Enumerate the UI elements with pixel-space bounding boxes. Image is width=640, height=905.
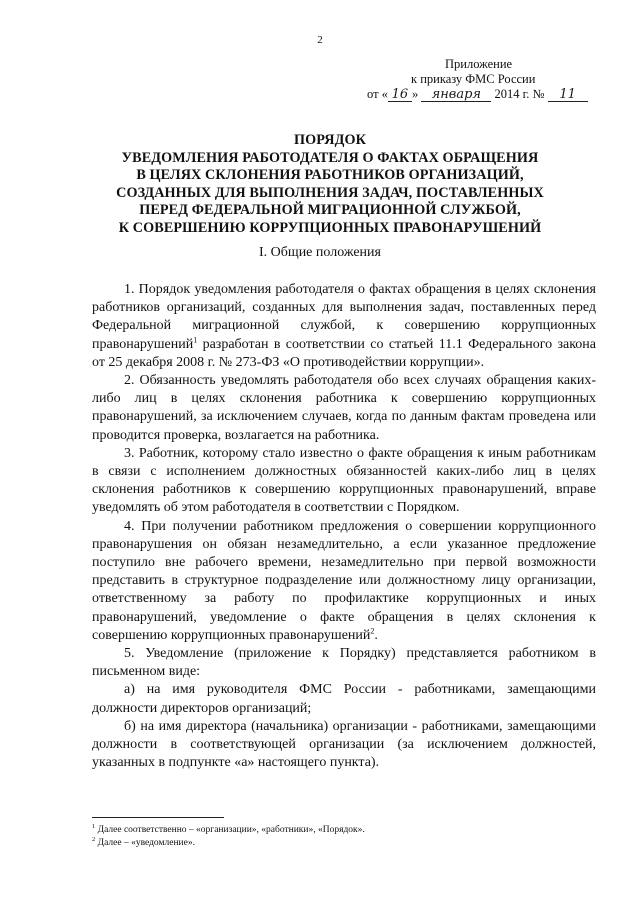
footnote-ref-1: 1 [193,334,198,344]
paragraph-3: 3. Работник, которому стало известно о факте обращения к иным работникам в связи с исполнением должностных обязанностей каких-либо лиц в целях склонения работников к совершению коррупционных правонарушений, вправе уведомлять об этом работодателя в соответствии с Порядком. [92,445,596,516]
section-heading: I. Общие положения [259,245,381,260]
paragraph-1-text-b: разработан в соответствии со статьей 11.1 Федерального закона от 25 декабря 2008 г. № 273-ФЗ «О противодействии коррупции». [92,336,596,370]
footnotes [92,824,592,850]
footnote-1-text: Далее соответственно – «организации», «работники», «Порядок». [95,825,365,835]
appendix-label: Приложение [445,57,513,71]
paragraph-1-text-a: 1. Порядок уведомления работодателя о фактах обращения в целях склонения работников организаций, созданных для выполнения задач, поставленных перед Федеральной миграционной службой, к совершению коррупционных правонарушений [92,282,596,352]
handwritten-month: января [421,88,491,102]
title-line-6: К СОВЕРШЕНИЮ КОРРУПЦИОННЫХ ПРАВОНАРУШЕНИЙ [118,219,542,236]
title-line-4: СОЗДАННЫХ ДЛЯ ВЫПОЛНЕНИЯ ЗАДАЧ, ПОСТАВЛЕННЫХ [116,184,544,201]
date-mid: » [411,87,419,101]
appendix-block [367,57,585,102]
document-body [92,281,596,772]
paragraph-4-text-b: . [374,627,378,643]
footnote-2-text: Далее – «уведомление». [95,838,195,848]
paragraph-4-text-a: 4. При получении работником предложения о совершении коррупционного правонарушения он обязан незамедлительно, а если указанное предложение поступило вне рабочего времени, незамедлительно при первой возможности представить в структурное подразделение или должностному лицу организации, ответственному за работу по профилактике коррупционных и иных правонарушений, уведомление о факте обращения в целях склонения к совершению коррупционных правонарушений [92,518,596,643]
title-line-1: ПОРЯДОК [293,132,367,148]
footnote-1 [92,824,592,837]
paragraph-4 [92,518,596,645]
paragraph-5b: б) на имя директора (начальника) организации - работниками, замещающими должности в соответствующей организации (за исключением должностей, указанных в подпункте «а» настоящего пункта). [92,718,596,771]
paragraph-5: 5. Уведомление (приложение к Порядку) представляется работником в письменном виде: [92,646,596,680]
paragraph-2: 2. Обязанность уведомлять работодателя обо всех случаях обращения каких-либо лиц в целях склонения работника к совершению коррупционных правонарушений, за исключением случаев, когда по данным фактам проведена или проводится проверка, возлагается на работника. [92,373,596,443]
paragraph-5a: а) на имя руководителя ФМС России - работниками, замещающими должности директоров организаций; [92,682,596,716]
date-year: 2014 г. № [494,87,545,101]
document-title [60,132,600,237]
title-line-2: УВЕДОМЛЕНИЯ РАБОТОДАТЕЛЯ О ФАКТАХ ОБРАЩЕНИЯ [121,149,539,166]
paragraph-1 [92,281,596,372]
footnote-2-mark: 2 [92,835,96,843]
footnote-ref-2: 2 [370,626,375,636]
footnote-divider [92,817,224,818]
appendix-order-ref: к приказу ФМС России [411,72,536,86]
appendix-date-line [367,87,585,102]
handwritten-order-number: 11 [548,88,588,102]
footnote-2 [92,837,592,850]
title-line-3: В ЦЕЛЯХ СКЛОНЕНИЯ РАБОТНИКОВ ОРГАНИЗАЦИЙ, [136,167,524,183]
handwritten-day: 16 [388,88,412,102]
footnote-1-mark: 1 [92,822,96,830]
title-line-5: ПЕРЕД ФЕДЕРАЛЬНОЙ МИГРАЦИОННОЙ СЛУЖБОЙ, [139,202,521,218]
page-number: 2 [317,34,323,46]
date-prefix: от « [367,87,388,101]
